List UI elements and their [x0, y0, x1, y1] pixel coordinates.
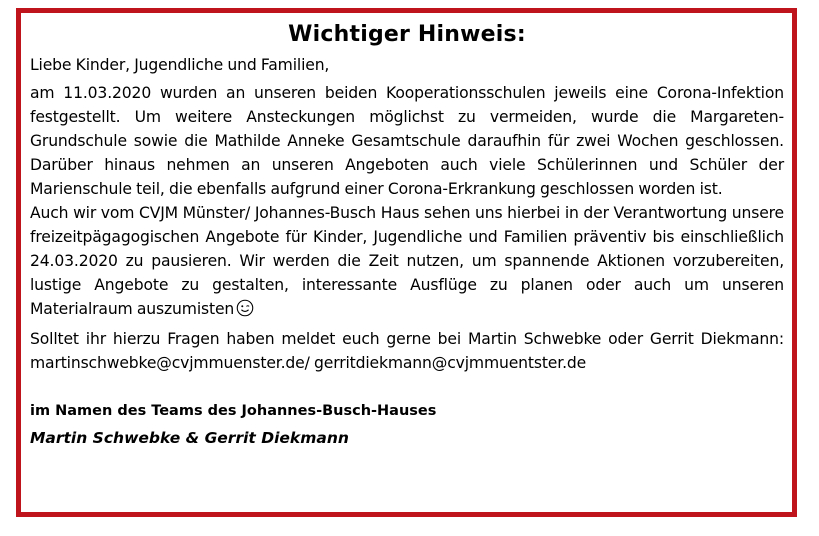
- team-line: im Namen des Teams des Johannes-Busch-Hauses: [30, 403, 437, 419]
- winking-face-icon: [236, 299, 254, 317]
- notice-title: Wichtiger Hinweis:: [288, 22, 526, 47]
- greeting: Liebe Kinder, Jugendliche und Familien,: [30, 56, 330, 74]
- paragraph-infection-notice: am 11.03.2020 wurden an unseren beiden Kooperationsschulen jeweils eine Corona-Infektion festgestellt. Um weitere Ansteckungen möglichst zu vermeiden, wurde die Margareten-Grundschule sowie die Mathilde Anneke Gesamtschule daraufhin für zwei Wochen geschlossen. Darüber hinaus nehmen an unseren Angeboten auch viele Schülerinnen und Schüler der Marienschule teil, die ebenfalls aufgrund einer Corona-Erkrankung geschlossen worden ist.: [30, 84, 784, 198]
- notice-box: [16, 8, 797, 517]
- paragraph-contact: Solltet ihr hierzu Fragen haben meldet euch gerne bei Martin Schwebke oder Gerrit Diekmann: martinschwebke@cvjmmuenster.de/ gerritdiekmann@cvjmmuentster.de: [30, 330, 784, 372]
- signature: Martin Schwebke & Gerrit Diekmann: [30, 429, 349, 447]
- paragraph-pause-text: Auch wir vom CVJM Münster/ Johannes-Busch Haus sehen uns hierbei in der Verantwortung unsere freizeitpägagogischen Angebote für Kinder, Jugendliche und Familien präventiv bis einschließlich 24.03.2020 zu pausieren. Wir werden die Zeit nutzen, um spannende Aktionen vorzubereiten, lustige Angebote zu gestalten, interessante Ausflüge zu planen oder auch um unseren Materialraum auszumisten: [30, 204, 784, 318]
- paragraph-pause-notice: [30, 201, 784, 321]
